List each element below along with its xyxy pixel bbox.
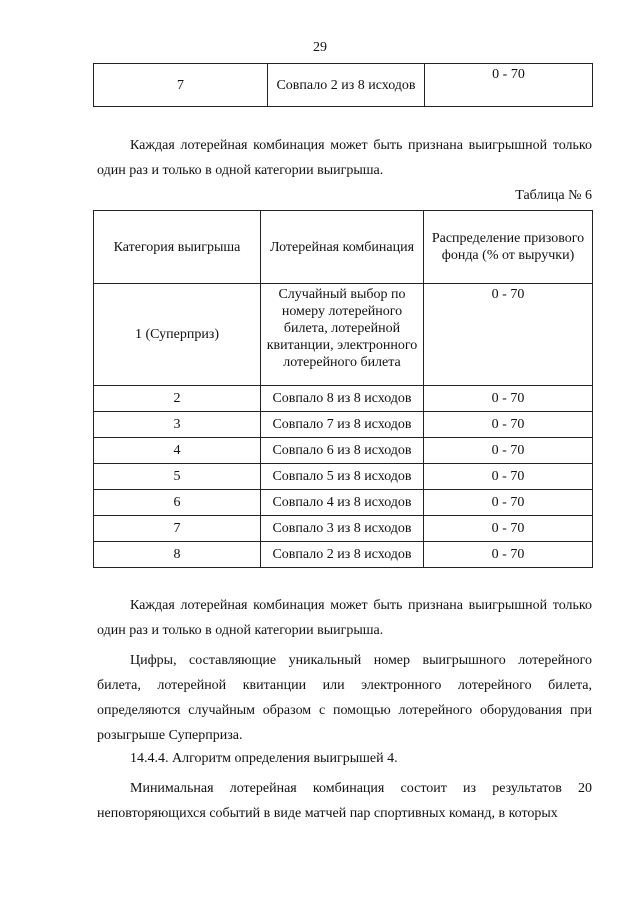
header-category: Категория выигрыша — [94, 211, 261, 284]
header-combination: Лотерейная комбинация — [261, 211, 424, 284]
paragraph: 14.4.4. Алгоритм определения выигрышей 4. — [130, 751, 398, 766]
distribution-cell: 0 - 70 — [424, 464, 593, 490]
paragraph: Каждая лотерейная комбинация может быть признана выигрышной только один раз и только в одной категории выигрыша. — [97, 138, 592, 178]
prize-table — [93, 210, 593, 568]
category-cell: 7 — [94, 516, 261, 542]
header-distribution: Распределение призового фонда (% от выручки) — [424, 211, 593, 284]
category-cell: 8 — [94, 542, 261, 568]
distribution-cell: 0 - 70 — [424, 412, 593, 438]
combination-cell: Совпало 8 из 8 исходов — [261, 386, 424, 412]
combination-cell: Случайный выбор по номеру лотерейного билета, лотерейной квитанции, электронного лотерейного билета — [261, 284, 424, 386]
table-header-row — [94, 211, 593, 284]
table-row — [94, 284, 593, 386]
table-row — [94, 464, 593, 490]
combination-cell: Совпало 6 из 8 исходов — [261, 438, 424, 464]
combination-cell: Совпало 4 из 8 исходов — [261, 490, 424, 516]
page-number: 29 — [313, 40, 327, 55]
category-cell: 1 (Суперприз) — [94, 284, 261, 386]
paragraph: Цифры, составляющие уникальный номер выигрышного лотерейного билета, лотерейной квитанции или электронного лотерейного билета, определяются случайным образом с помощью лотерейного оборудования при розыгрыше Суперприза. — [97, 653, 592, 743]
distribution-cell: 0 - 70 — [424, 490, 593, 516]
combination-cell: Совпало 2 из 8 исходов — [261, 542, 424, 568]
distribution-cell: 0 - 70 — [424, 438, 593, 464]
table-row — [94, 542, 593, 568]
combination-cell: Совпало 7 из 8 исходов — [261, 412, 424, 438]
category-cell: 7 — [94, 64, 268, 107]
continued-table — [93, 63, 593, 107]
table-row — [94, 438, 593, 464]
category-cell: 3 — [94, 412, 261, 438]
combination-cell: Совпало 3 из 8 исходов — [261, 516, 424, 542]
category-cell: 6 — [94, 490, 261, 516]
table-row — [94, 386, 593, 412]
category-cell: 5 — [94, 464, 261, 490]
combination-cell: Совпало 2 из 8 исходов — [268, 64, 425, 107]
paragraph: Минимальная лотерейная комбинация состоит из результатов 20 неповторяющихся событий в виде матчей пар спортивных команд, в которых — [97, 781, 592, 821]
table-row — [94, 490, 593, 516]
paragraph: Каждая лотерейная комбинация может быть признана выигрышной только один раз и только в одной категории выигрыша. — [97, 598, 592, 638]
distribution-cell: 0 - 70 — [424, 386, 593, 412]
table-row — [94, 516, 593, 542]
table-row — [94, 64, 593, 107]
distribution-cell: 0 - 70 — [425, 64, 593, 107]
table-label: Таблица № 6 — [515, 188, 592, 203]
distribution-cell: 0 - 70 — [424, 542, 593, 568]
combination-cell: Совпало 5 из 8 исходов — [261, 464, 424, 490]
category-cell: 2 — [94, 386, 261, 412]
distribution-cell: 0 - 70 — [424, 516, 593, 542]
table-row — [94, 412, 593, 438]
distribution-cell: 0 - 70 — [424, 284, 593, 386]
category-cell: 4 — [94, 438, 261, 464]
